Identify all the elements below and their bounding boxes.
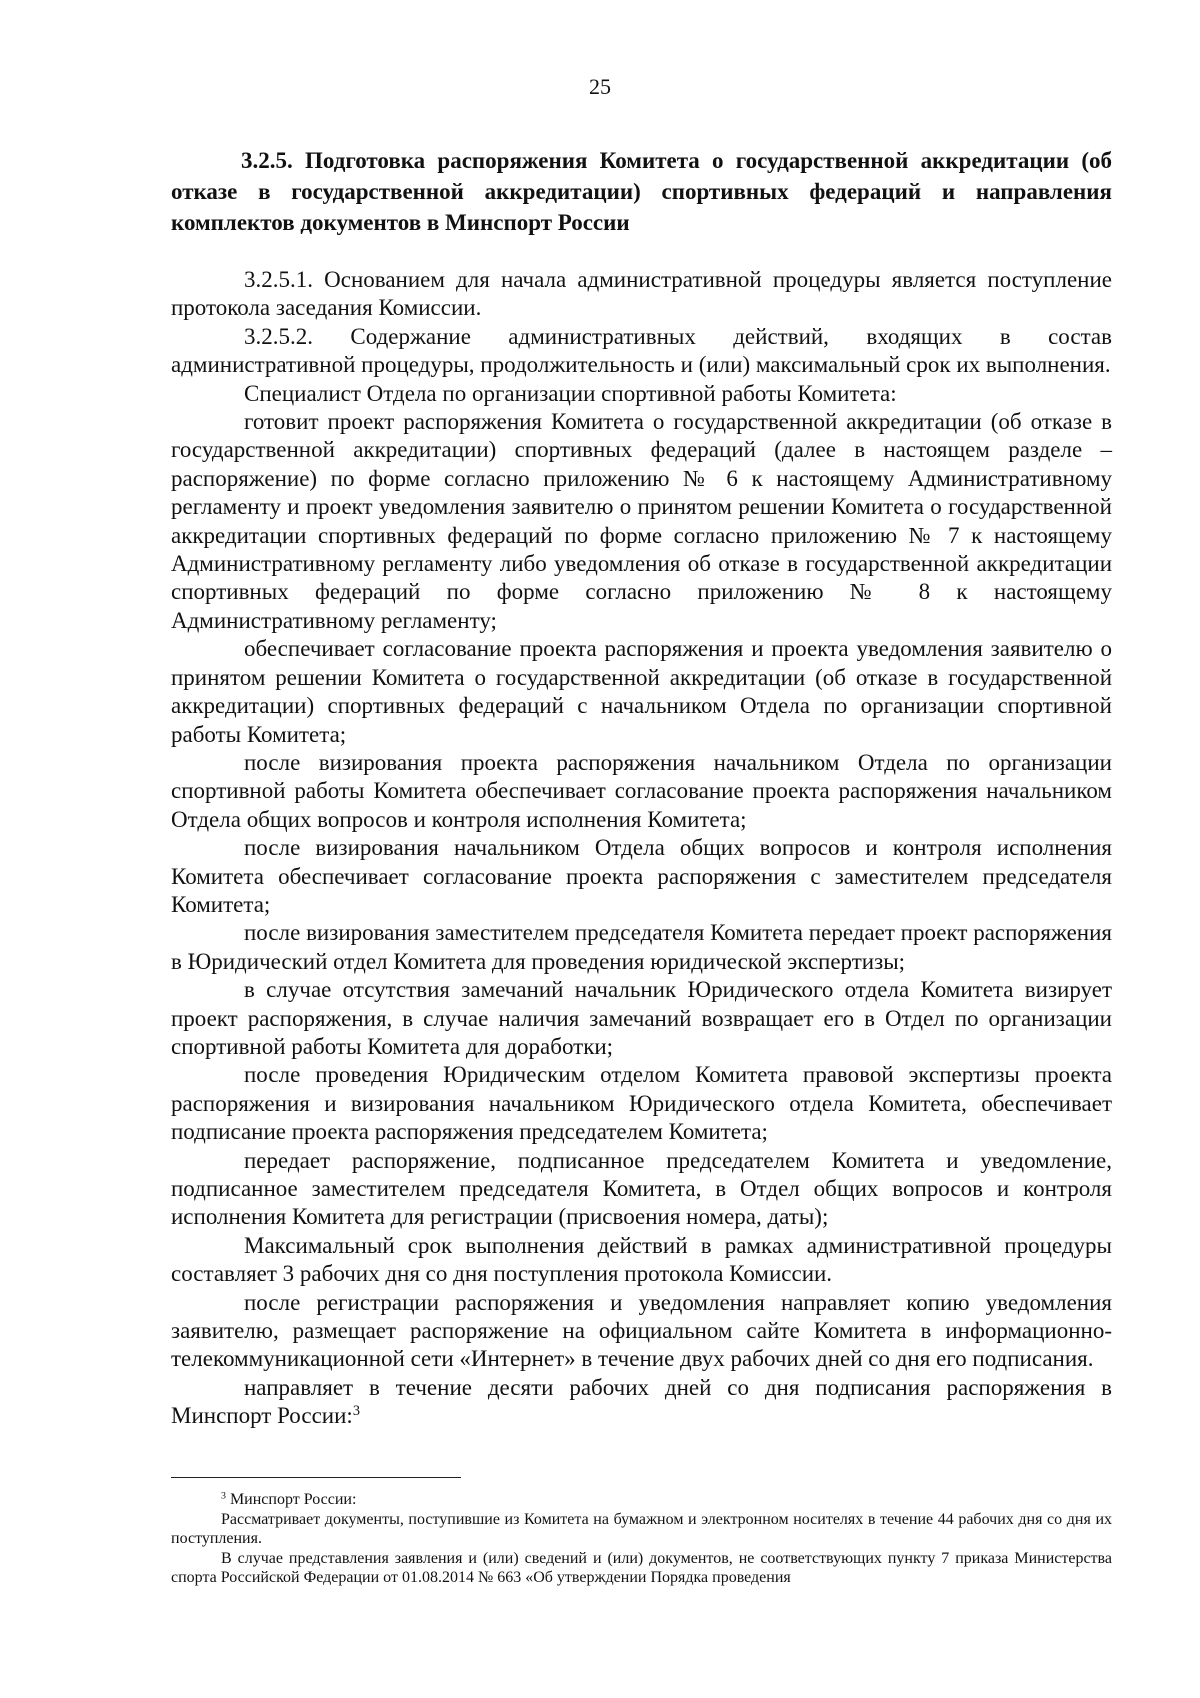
footnote-separator — [171, 1477, 461, 1478]
paragraph: после проведения Юридическим отделом Комитета правовой экспертизы проекта распоряжения и визирования начальником Юридического отдела Комитета, обеспечивает подписание проекта распоряжения председателем Комитета; — [171, 1062, 1112, 1145]
paragraph-text: направляет в течение десяти рабочих дней со дня подписания распоряжения в Минспорт России: — [171, 1374, 1112, 1429]
footnote-text: Минспорт России: — [225, 1491, 357, 1508]
footnotes — [171, 1490, 1112, 1588]
paragraph: в случае отсутствия замечаний начальник Юридического отдела Комитета визирует проект распоряжения, в случае наличия замечаний возвращает его в Отдел по организации спортивной работы Комитета для доработки; — [171, 977, 1112, 1059]
paragraph: после регистрации распоряжения и уведомления направляет копию уведомления заявителю, размещает распоряжение на официальном сайте Комитета в информационно-телекоммуникационной сети «Интернет» в течение двух рабочих дней со дня его подписания. — [171, 1289, 1112, 1372]
paragraph: передает распоряжение, подписанное председателем Комитета и уведомление, подписанное заместителем председателя Комитета, в Отдел общих вопросов и контроля исполнения Комитета для регистрации (присвоения номера, даты); — [171, 1147, 1112, 1230]
paragraph: обеспечивает согласование проекта распоряжения и проекта уведомления заявителю о принятом решении Комитета о государственной аккредитации (об отказе в государственной аккредитации) спортивных федераций с начальником Отдела по организации спортивной работы Комитета; — [171, 636, 1112, 747]
paragraph: 3.2.5.1. Основанием для начала административной процедуры является поступление протокола заседания Комиссии. — [171, 267, 1112, 321]
paragraph: 3.2.5.2. Содержание административных действий, входящих в состав административной процедуры, продолжительность и (или) максимальный срок их выполнения. — [171, 323, 1112, 378]
footnote-text: Рассматривает документы, поступившие из Комитета на бумажном и электронном носителях в течение 44 рабочих дня со дня их поступления. — [171, 1510, 1112, 1547]
paragraph: Максимальный срок выполнения действий в рамках административной процедуры составляет 3 рабочих дня со дня поступления протокола Комиссии. — [171, 1232, 1112, 1287]
footnote — [171, 1510, 1112, 1549]
paragraph: Специалист Отдела по организации спортивной работы Комитета: — [244, 380, 897, 406]
footnote — [171, 1490, 1112, 1510]
paragraph: после визирования заместителем председателя Комитета передает проект распоряжения в Юридический отдел Комитета для проведения юридической экспертизы; — [171, 920, 1112, 974]
paragraph-with-footnote — [171, 1374, 1112, 1431]
footnote-reference[interactable]: 3 — [352, 1403, 360, 1420]
footnote-marker: 3 — [221, 1490, 226, 1502]
document-body — [171, 145, 1112, 1431]
footnote-text: В случае представления заявления и (или) сведений и (или) документов, не соответствующих пункту 7 приказа Министерства спорта Российской Федерации от 01.08.2014 № 663 «Об утверждении Порядка проведения — [171, 1549, 1112, 1586]
paragraph: готовит проект распоряжения Комитета о государственной аккредитации (об отказе в государственной аккредитации) спортивных федераций (далее в настоящем разделе – распоряжение) по форме согласно приложению № 6 к настоящему Административному регламенту и проект уведомления заявителю о принятом решении Комитета о государственной аккредитации спортивных федераций по форме согласно приложению № 7 к настоящему Административному регламенту либо уведомления об отказе в государственной аккредитации спортивных федераций по форме согласно приложению № 8 к настоящему Административному регламенту; — [171, 409, 1112, 633]
page-number: 25 — [589, 74, 611, 99]
paragraph: после визирования начальником Отдела общих вопросов и контроля исполнения Комитета обеспечивает согласование проекта распоряжения с заместителем председателя Комитета; — [171, 835, 1112, 917]
footnote — [171, 1549, 1112, 1588]
section-heading: 3.2.5. Подготовка распоряжения Комитета о государственной аккредитации (об отказе в государственной аккредитации) спортивных федераций и направления комплектов документов в Минспорт России — [171, 148, 1112, 235]
paragraph: после визирования проекта распоряжения начальником Отдела по организации спортивной работы Комитета обеспечивает согласование проекта распоряжения начальником Отдела общих вопросов и контроля исполнения Комитета; — [171, 749, 1112, 832]
